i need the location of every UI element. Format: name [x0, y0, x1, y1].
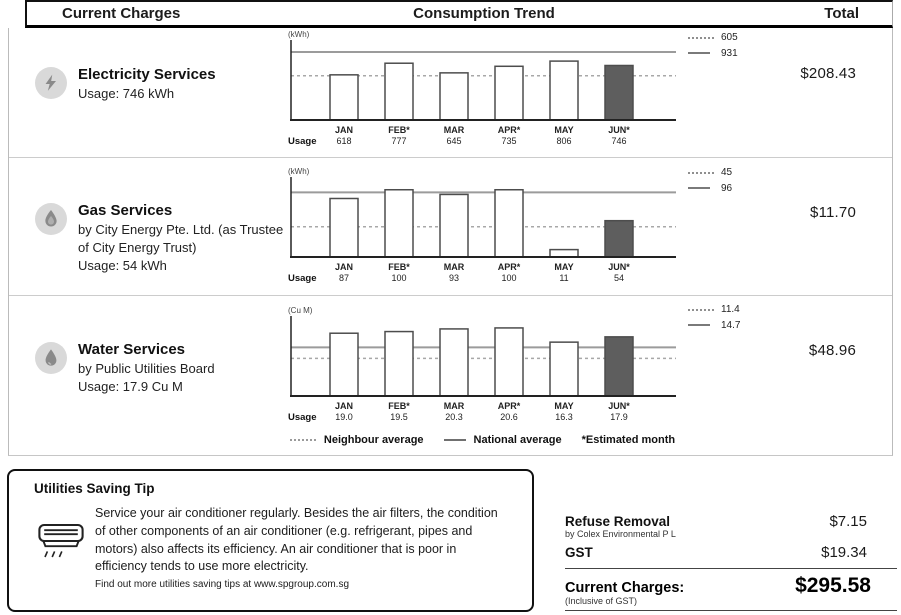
- gas-averages-legend: [688, 165, 732, 196]
- summary-bottom-divider: [565, 610, 897, 611]
- neighbour-average-number: 45: [721, 167, 733, 178]
- current-charges-total-row: [565, 574, 897, 606]
- current-charges-label: Current Charges:: [565, 580, 685, 596]
- service-usage: Usage: 54 kWh: [78, 258, 167, 274]
- tip-body: Service your air conditioner regularly. Besides the air filters, the condition of other components of an air conditioner (e.g. refrigerant, pipes and motors) also affects its efficiency. An air conditioner that is poor in efficiency tends to use more electricity.: [95, 506, 498, 574]
- svg-text:(Cu M): (Cu M): [288, 306, 313, 315]
- svg-text:(kWh): (kWh): [288, 30, 310, 39]
- water-right-column: [678, 296, 892, 425]
- national-average-value: [688, 318, 740, 334]
- solid-line-sample: [688, 52, 710, 54]
- electricity-consumption-chart: [288, 28, 678, 146]
- legend-neighbour-label: Neighbour average: [323, 434, 424, 446]
- neighbour-average-value: [688, 165, 732, 181]
- utilities-saving-tip-box: [7, 469, 534, 612]
- svg-text:MAY: MAY: [554, 262, 574, 272]
- svg-text:100: 100: [501, 273, 517, 283]
- bill-table-header: [25, 0, 893, 28]
- svg-text:MAY: MAY: [554, 125, 574, 135]
- solid-line-sample: [444, 439, 466, 441]
- refuse-removal-provider: by Colex Environmental P L: [565, 529, 676, 539]
- legend-neighbour-average: [290, 434, 424, 446]
- lightning-bolt-icon: [41, 73, 61, 93]
- svg-text:(kWh): (kWh): [288, 167, 310, 176]
- national-average-number: 931: [721, 47, 738, 59]
- flame-icon: [42, 209, 60, 229]
- national-average-number: 14.7: [721, 319, 741, 331]
- svg-text:JUN*: JUN*: [608, 401, 630, 411]
- svg-text:APR*: APR*: [497, 125, 521, 135]
- gas-total-amount: $11.70: [810, 204, 856, 221]
- header-total: Total: [824, 5, 859, 22]
- service-provider: by Public Utilities Board: [78, 360, 215, 376]
- svg-text:100: 100: [391, 273, 407, 283]
- gas-service-row: [9, 158, 892, 296]
- tip-footer: Find out more utilities saving tips at www.spgroup.com.sg: [95, 579, 349, 590]
- legend-estimated-month: [582, 434, 676, 446]
- svg-text:Usage: Usage: [288, 412, 317, 422]
- svg-text:JAN: JAN: [334, 262, 354, 272]
- national-average-value: [688, 181, 732, 197]
- header-current-charges: Current Charges: [62, 5, 181, 22]
- water-text-block: [78, 341, 288, 397]
- dashed-line-sample: [688, 309, 714, 311]
- svg-text:735: 735: [501, 136, 517, 146]
- electricity-total-amount: $208.43: [800, 65, 856, 82]
- gas-right-column: [678, 158, 892, 295]
- gas-text-block: [78, 202, 288, 276]
- gas-chart-area: [288, 158, 678, 295]
- svg-text:777: 777: [391, 136, 407, 146]
- svg-text:806: 806: [556, 136, 572, 146]
- dashed-line-sample: [688, 37, 714, 39]
- inclusive-gst-note: (Inclusive of GST): [565, 596, 638, 606]
- water-total-amount: $48.96: [808, 342, 856, 359]
- svg-text:Usage: Usage: [288, 273, 317, 283]
- svg-text:87: 87: [338, 273, 350, 283]
- legend-national-average: [444, 434, 562, 446]
- gst-value: $19.34: [821, 544, 867, 561]
- svg-text:APR*: APR*: [497, 401, 521, 411]
- svg-text:JUN*: JUN*: [608, 125, 630, 135]
- tip-content: [34, 505, 516, 590]
- svg-text:APR*: APR*: [497, 262, 521, 272]
- neighbour-average-value: [688, 302, 740, 318]
- current-charges-value: $295.58: [795, 574, 871, 597]
- legend-national-label: National average: [473, 434, 562, 446]
- service-title: Water Services: [78, 341, 186, 358]
- svg-text:645: 645: [446, 136, 462, 146]
- electricity-service-info: [9, 28, 288, 157]
- header-consumption-trend: Consumption Trend: [413, 5, 555, 22]
- water-service-info: [9, 296, 288, 425]
- service-provider: by City Energy Pte. Ltd. (as Trustee of City Energy Trust): [78, 221, 284, 255]
- electricity-chart-area: [288, 28, 678, 157]
- tip-title: Utilities Saving Tip: [34, 481, 155, 496]
- svg-text:FEB*: FEB*: [388, 401, 410, 411]
- svg-text:17.9: 17.9: [610, 412, 628, 422]
- national-average-number: 96: [721, 182, 733, 194]
- svg-text:MAR: MAR: [443, 125, 465, 135]
- service-usage: Usage: 17.9 Cu M: [78, 378, 183, 394]
- svg-text:JAN: JAN: [334, 401, 354, 411]
- summary-divider: [565, 568, 897, 569]
- svg-text:JAN: JAN: [334, 125, 354, 135]
- gas-consumption-chart: [288, 165, 678, 283]
- svg-text:20.6: 20.6: [500, 412, 518, 422]
- svg-text:11: 11: [559, 273, 569, 283]
- electricity-right-column: [678, 28, 892, 157]
- svg-text:MAR: MAR: [443, 262, 465, 272]
- electricity-service-row: [9, 28, 892, 158]
- svg-text:16.3: 16.3: [555, 412, 573, 422]
- charges-summary: [565, 513, 897, 611]
- electricity-text-block: [78, 66, 288, 104]
- refuse-removal-row: [565, 513, 897, 530]
- air-conditioner-icon: [37, 519, 85, 590]
- svg-text:93: 93: [448, 273, 460, 283]
- gas-service-info: [9, 158, 288, 295]
- neighbour-average-number: 11.4: [721, 304, 740, 315]
- svg-text:19.5: 19.5: [390, 412, 408, 422]
- svg-text:MAY: MAY: [554, 401, 574, 411]
- water-icon: [35, 342, 67, 374]
- bill-table-body: [8, 28, 893, 456]
- electricity-icon: [35, 67, 67, 99]
- service-title: Gas Services: [78, 202, 173, 219]
- gst-label: GST: [565, 545, 593, 560]
- svg-text:Usage: Usage: [288, 136, 317, 146]
- tip-text-block: [95, 505, 507, 590]
- gas-icon: [35, 203, 67, 235]
- dashed-line-sample: [290, 439, 316, 441]
- water-consumption-chart: [288, 304, 678, 422]
- water-drop-icon: [42, 348, 60, 368]
- solid-line-sample: [688, 187, 710, 189]
- water-averages-legend: [688, 302, 740, 333]
- svg-text:FEB*: FEB*: [388, 125, 410, 135]
- refuse-removal-label: Refuse Removal: [565, 514, 671, 529]
- svg-text:54: 54: [613, 273, 625, 283]
- service-usage: Usage: 746 kWh: [78, 85, 175, 101]
- national-average-value: [688, 46, 738, 62]
- dashed-line-sample: [688, 172, 714, 174]
- svg-text:JUN*: JUN*: [608, 262, 630, 272]
- legend-estimated-label: *Estimated month: [581, 434, 676, 446]
- svg-text:FEB*: FEB*: [388, 262, 410, 272]
- water-chart-area: [288, 296, 678, 425]
- service-title: Electricity Services: [78, 66, 216, 83]
- refuse-removal-value: $7.15: [829, 513, 867, 530]
- solid-line-sample: [688, 324, 710, 326]
- chart-legend-row: [41, 425, 901, 455]
- svg-text:746: 746: [611, 136, 627, 146]
- gst-row: [565, 544, 897, 561]
- water-service-row: [9, 296, 892, 425]
- neighbour-average-number: 605: [721, 32, 738, 43]
- electricity-averages-legend: [688, 30, 738, 61]
- svg-text:19.0: 19.0: [335, 412, 353, 422]
- svg-text:20.3: 20.3: [445, 412, 463, 422]
- neighbour-average-value: [688, 30, 738, 46]
- svg-text:MAR: MAR: [443, 401, 465, 411]
- svg-text:618: 618: [336, 136, 352, 146]
